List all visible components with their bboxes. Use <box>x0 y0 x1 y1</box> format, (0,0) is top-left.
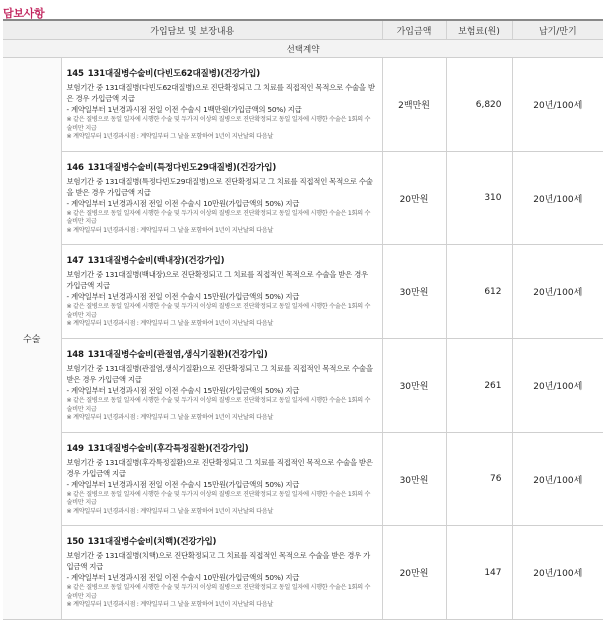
item-desc-sub: - 계약일부터 1년경과시점 전일 이전 수술시 1백만원(가입금액의 50%) 지급 <box>66 105 302 115</box>
item-notes <box>67 303 376 329</box>
item-note-2: ※ 계약일부터 1년경과시점 : 계약일부터 그 날을 포함하여 1년이 지난날의 다음날 <box>66 320 274 328</box>
table-row <box>3 526 603 620</box>
item-desc-sub: - 계약일부터 1년경과시점 전일 이전 수술시 15만원(가입금액의 50%) 지급 <box>66 292 300 302</box>
item-note-2: ※ 계약일부터 1년경과시점 : 계약일부터 그 날을 포함하여 1년이 지난날의 다음날 <box>66 414 274 422</box>
term-cell: 20년/100세 <box>512 339 603 433</box>
item-note-2: ※ 계약일부터 1년경과시점 : 계약일부터 그 날을 포함하여 1년이 지난날의 다음날 <box>66 507 274 515</box>
amount-cell: 2백만원 <box>382 58 446 152</box>
table-header-row <box>3 20 603 40</box>
item-name: 131대질병수술비(관절염,생식기질환)(건강가입) <box>87 350 268 361</box>
term-cell: 20년/100세 <box>512 433 603 526</box>
select-contract-row <box>3 40 603 58</box>
item-number: 150 <box>66 537 84 548</box>
item-name: 131대질병수술비(특정다빈도29대질병)(건강가입) <box>87 162 276 173</box>
item-desc-main: 보험기간 중 131대질병(특정다빈도29대질병)으로 진단확정되고 그 치료를 직접적인 목적으로 수술을 받은 경우 가입금액 지급 <box>66 176 373 197</box>
item-note-1: ※ 같은 질병으로 동일 일자에 시행한 수술 및 두가지 이상의 질병으로 진단확정되고 동일 일자에 시행한 수술은 1회의 수술비만 지급 <box>66 116 371 132</box>
coverage-cell <box>61 152 382 245</box>
item-title <box>67 161 376 173</box>
item-description <box>67 550 376 583</box>
coverage-cell <box>61 339 382 433</box>
table-row <box>3 433 603 526</box>
item-title <box>67 254 376 266</box>
select-contract-label: 선택계약 <box>3 40 603 58</box>
coverage-cell <box>61 58 382 152</box>
table-row <box>3 339 603 433</box>
premium-cell: 76 <box>446 433 512 526</box>
item-note-1: ※ 같은 질병으로 동일 일자에 시행한 수술 및 두가지 이상의 질병으로 진단확정되고 동일 일자에 시행한 수술은 1회의 수술비만 지급 <box>66 303 371 319</box>
item-description <box>67 82 376 115</box>
term-cell: 20년/100세 <box>512 245 603 339</box>
item-note-2: ※ 계약일부터 1년경과시점 : 계약일부터 그 날을 포함하여 1년이 지난날의 다음날 <box>66 601 274 609</box>
header-coverage: 가입담보 및 보장내용 <box>3 20 382 40</box>
item-description <box>67 176 376 209</box>
category-cell: 수술 <box>3 58 61 620</box>
term-cell: 20년/100세 <box>512 152 603 245</box>
term-cell: 20년/100세 <box>512 526 603 620</box>
term-cell: 20년/100세 <box>512 58 603 152</box>
item-description <box>67 457 376 490</box>
header-term: 납기/만기 <box>512 20 603 40</box>
item-title <box>67 348 376 360</box>
premium-cell: 310 <box>446 152 512 245</box>
coverage-cell <box>61 526 382 620</box>
premium-cell: 147 <box>446 526 512 620</box>
section-title: 담보사항 <box>3 7 45 20</box>
item-desc-main: 보험기간 중 131대질병(치핵)으로 진단확정되고 그 치료를 직접적인 목적으로 수술을 받은 경우 가입금액 지급 <box>66 551 371 572</box>
table-row <box>3 58 603 152</box>
table-row <box>3 152 603 245</box>
item-title <box>67 67 376 79</box>
item-note-1: ※ 같은 질병으로 동일 일자에 시행한 수술 및 두가지 이상의 질병으로 진단확정되고 동일 일자에 시행한 수술은 1회의 수술비만 지급 <box>66 490 371 507</box>
amount-cell: 30만원 <box>382 245 446 339</box>
item-desc-main: 보험기간 중 131대질병(후각특정질환)으로 진단확정되고 그 치료를 직접적인 목적으로 수술을 받은 경우 가입금액 지급 <box>66 457 373 478</box>
item-notes <box>67 397 376 423</box>
item-title <box>67 535 376 547</box>
coverage-cell <box>61 433 382 526</box>
item-name: 131대질병수술비(백내장)(건강가입) <box>87 256 225 267</box>
item-title <box>67 442 376 454</box>
coverage-table <box>3 19 603 620</box>
item-desc-main: 보험기간 중 131대질병(백내장)으로 진단확정되고 그 치료를 직접적인 목적으로 수술을 받은 경우 가입금액 지급 <box>66 270 368 291</box>
item-number: 148 <box>66 350 84 361</box>
item-description <box>67 363 376 396</box>
item-desc-main: 보험기간 중 131대질병(다빈도62대질병)으로 진단확정되고 그 치료를 직접적인 목적으로 수술을 받은 경우 가입금액 지급 <box>66 83 375 104</box>
item-desc-sub: - 계약일부터 1년경과시점 전일 이전 수술시 15만원(가입금액의 50%) 지급 <box>66 479 300 489</box>
amount-cell: 20만원 <box>382 152 446 245</box>
item-note-1: ※ 같은 질병으로 동일 일자에 시행한 수술 및 두가지 이상의 질병으로 진단확정되고 동일 일자에 시행한 수술은 1회의 수술비만 지급 <box>66 584 371 600</box>
item-note-1: ※ 같은 질병으로 동일 일자에 시행한 수술 및 두가지 이상의 질병으로 진단확정되고 동일 일자에 시행한 수술은 1회의 수술비만 지급 <box>66 397 371 413</box>
item-desc-sub: - 계약일부터 1년경과시점 전일 이전 수술시 15만원(가입금액의 50%) 지급 <box>66 386 300 396</box>
item-description <box>67 269 376 302</box>
item-note-1: ※ 같은 질병으로 동일 일자에 시행한 수술 및 두가지 이상의 질병으로 진단확정되고 동일 일자에 시행한 수술은 1회의 수술비만 지급 <box>66 209 371 226</box>
amount-cell: 30만원 <box>382 339 446 433</box>
header-premium: 보험료(원) <box>446 20 512 40</box>
table-row <box>3 245 603 339</box>
item-desc-main: 보험기간 중 131대질병(관절염,생식기질환)으로 진단확정되고 그 치료를 직접적인 목적으로 수술을 받은 경우 가입금액 지급 <box>66 364 373 385</box>
coverage-cell <box>61 245 382 339</box>
item-number: 145 <box>66 69 84 80</box>
amount-cell: 20만원 <box>382 526 446 620</box>
premium-cell: 6,820 <box>446 58 512 152</box>
item-notes <box>67 116 376 142</box>
item-notes <box>67 491 376 517</box>
item-number: 146 <box>66 162 84 173</box>
item-desc-sub: - 계약일부터 1년경과시점 전일 이전 수술시 10만원(가입금액의 50%) 지급 <box>66 573 300 583</box>
item-notes <box>67 584 376 610</box>
item-notes <box>67 210 376 236</box>
item-name: 131대질병수술비(치핵)(건강가입) <box>87 537 217 548</box>
premium-cell: 612 <box>446 245 512 339</box>
amount-cell: 30만원 <box>382 433 446 526</box>
header-amount: 가입금액 <box>382 20 446 40</box>
item-desc-sub: - 계약일부터 1년경과시점 전일 이전 수술시 10만원(가입금액의 50%) 지급 <box>66 198 300 208</box>
item-note-2: ※ 계약일부터 1년경과시점 : 계약일부터 그 날을 포함하여 1년이 지난날의 다음날 <box>66 133 274 141</box>
item-number: 147 <box>66 256 84 267</box>
item-name: 131대질병수술비(후각특정질환)(건강가입) <box>87 443 249 454</box>
premium-cell: 261 <box>446 339 512 433</box>
item-number: 149 <box>66 443 84 454</box>
item-note-2: ※ 계약일부터 1년경과시점 : 계약일부터 그 날을 포함하여 1년이 지난날의 다음날 <box>66 226 274 234</box>
item-name: 131대질병수술비(다빈도62대질병)(건강가입) <box>87 69 260 80</box>
